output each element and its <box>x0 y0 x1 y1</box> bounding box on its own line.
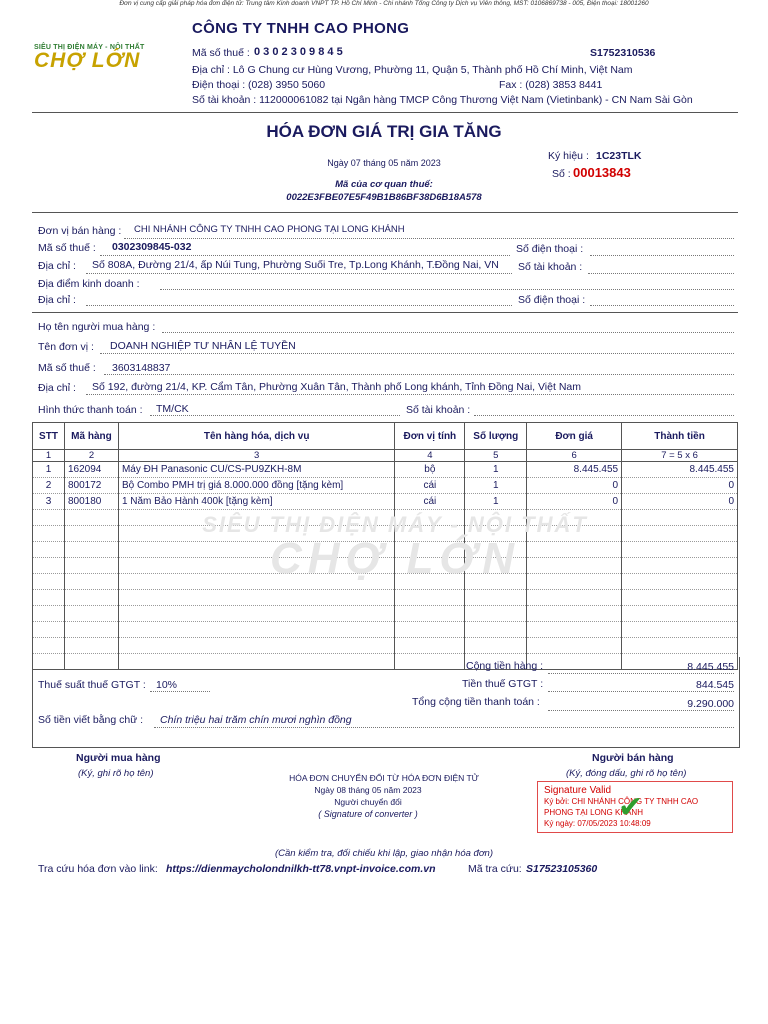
cell-stt: 2 <box>33 478 65 494</box>
buyer-unit-label: Tên đơn vị : <box>38 341 94 353</box>
cell-amount: 0 <box>622 478 738 494</box>
business-place-label: Địa điểm kinh doanh : <box>38 278 140 290</box>
invoice-date: Ngày 07 tháng 05 năm 2023 <box>327 158 441 168</box>
buyer-address: Số 192, đường 21/4, KP. Cẩm Tân, Phường Xuân Tân, Thành phố Long khánh, Tỉnh Đồng Nai, Việt Nam <box>92 381 581 393</box>
lookup-label: Tra cứu hóa đơn vào link: <box>38 863 158 875</box>
seller-tax-label: Mã số thuế : <box>38 242 96 254</box>
company-name: CÔNG TY TNHH CAO PHONG <box>192 20 410 37</box>
cell-price: 8.445.455 <box>527 462 622 478</box>
buyer-tax: 3603148837 <box>112 362 171 374</box>
buyer-account-label: Số tài khoản : <box>406 404 471 416</box>
cell-stt: 3 <box>33 494 65 510</box>
provider-notice: Đơn vị cung cấp giải pháp hóa đơn điện tử: Trung tâm Kinh doanh VNPT TP. Hồ Chí Minh - Chi nhánh Tổng Công ty Dịch vụ Viễn thông, MST: 0106869738 - 005, Điện thoại: 18001260 <box>119 0 649 7</box>
amount-words-label: Số tiền viết bằng chữ : <box>38 714 144 726</box>
check-mark-icon: ✔ <box>618 791 644 824</box>
buyer-address-label: Địa chỉ : <box>38 382 76 394</box>
tax-authority-label: Mã của cơ quan thuế: <box>335 179 433 190</box>
payment-label: Hình thức thanh toán : <box>38 404 143 416</box>
vat-rate-label: Thuế suất thuế GTGT : <box>38 679 146 691</box>
seller-address: Số 808A, Đường 21/4, ấp Núi Tung, Phường Suối Tre, Tp.Long Khánh, T.Đồng Nai, VN <box>92 259 499 271</box>
title-divider <box>32 212 738 213</box>
cell-price: 0 <box>527 478 622 494</box>
header-address: Địa chỉ : Lô G Chung cư Hùng Vương, Phường 11, Quận 5, Thành phố Hồ Chí Minh, Việt Nam <box>192 64 633 76</box>
index-cell: 3 <box>118 450 394 462</box>
header-fax: Fax : (028) 3853 8441 <box>499 79 603 91</box>
cell-code: 800180 <box>64 494 118 510</box>
signature-valid-text: Signature Valid <box>544 785 612 796</box>
cell-unit: cái <box>395 478 465 494</box>
index-cell: 6 <box>527 450 622 462</box>
seller-phone2-label: Số điện thoại : <box>518 294 586 306</box>
index-cell: 5 <box>465 450 527 462</box>
seller-divider <box>32 312 738 313</box>
tax-authority-code: 0022E3FBE07E5F49B1B86BF38D6B18A578 <box>286 192 482 203</box>
company-logo <box>34 44 186 78</box>
invoice-title: HÓA ĐƠN GIÁ TRỊ GIA TĂNG <box>266 122 502 141</box>
conversion-date: Ngày 08 tháng 05 năm 2023 <box>314 785 422 795</box>
logo-watermark <box>185 512 605 584</box>
vat-value: 844.545 <box>696 679 734 691</box>
col-code: Mã hàng <box>64 423 118 450</box>
table-row <box>33 494 738 510</box>
invoice-number: 00013843 <box>573 165 631 180</box>
lookup-code: S17523105360 <box>526 863 598 875</box>
col-price: Đơn giá <box>527 423 622 450</box>
seller-tax: 0302309845-032 <box>112 241 192 253</box>
seller-address-label: Địa chỉ : <box>38 260 76 272</box>
table-row-empty <box>33 590 738 606</box>
seller-unit: CHI NHÁNH CÔNG TY TNHH CAO PHONG TẠI LONG KHÁNH <box>134 224 405 235</box>
lookup-code-label: Mã tra cứu: <box>468 863 522 875</box>
vat-rate: 10% <box>156 679 178 691</box>
vat-label: Tiền thuế GTGT : <box>462 678 544 690</box>
cell-price: 0 <box>527 494 622 510</box>
signed-date-text: Ký ngày: 07/05/2023 10:48:09 <box>544 819 651 828</box>
conversion-title: HÓA ĐƠN CHUYỂN ĐỔI TỪ HÓA ĐƠN ĐIỆN TỬ <box>289 773 479 783</box>
index-cell: 1 <box>33 450 65 462</box>
converter-title: Người chuyển đổi <box>334 797 402 807</box>
column-index-row <box>33 450 738 462</box>
number-label: Số : <box>552 168 571 180</box>
cell-qty: 1 <box>465 462 527 478</box>
table-row-empty <box>33 622 738 638</box>
cell-amount: 0 <box>622 494 738 510</box>
cell-qty: 1 <box>465 494 527 510</box>
cell-unit: cái <box>395 494 465 510</box>
col-qty: Số lượng <box>465 423 527 450</box>
cell-name: 1 Năm Bảo Hành 400k [tặng kèm] <box>118 494 394 510</box>
header-lookup-code: S1752310536 <box>590 47 656 59</box>
table-row <box>33 462 738 478</box>
invoice-symbol: 1C23TLK <box>596 150 642 162</box>
buyer-unit: DOANH NGHIỆP TƯ NHÂN LỆ TUYỀN <box>110 340 296 352</box>
table-row-empty <box>33 606 738 622</box>
signed-by-text: Ký bởi: CHI NHÁNH CÔNG TY TNHH CAO PHONG TẠI LONG KHÁNH <box>544 797 699 817</box>
cell-name: Bộ Combo PMH trị giá 8.000.000 đồng [tặng kèm] <box>118 478 394 494</box>
header-bank: Số tài khoản : 112000061082 tại Ngân hàng TMCP Công Thương Việt Nam (Vietinbank) - CN Nam Sài Gòn <box>192 94 693 106</box>
amount-words: Chín triệu hai trăm chín mươi nghìn đồng <box>160 714 352 726</box>
header-divider <box>32 112 738 113</box>
seller-sign-title: Người bán hàng <box>592 752 674 764</box>
cell-stt: 1 <box>33 462 65 478</box>
watermark-wordmark: CHỢ LỚN <box>269 534 521 583</box>
header-phone: Điện thoại : (028) 3950 5060 <box>192 79 326 91</box>
col-amount: Thành tiền <box>622 423 738 450</box>
col-unit: Đơn vị tính <box>395 423 465 450</box>
header-tax-label: Mã số thuế : <box>192 47 250 59</box>
cell-unit: bộ <box>395 462 465 478</box>
subtotal-value: 8.445.455 <box>687 661 734 673</box>
buyer-sign-title: Người mua hàng <box>76 752 161 764</box>
buyer-sign-note: (Ký, ghi rõ họ tên) <box>78 768 154 779</box>
total-label: Tổng cộng tiền thanh toán : <box>412 696 540 708</box>
cell-qty: 1 <box>465 478 527 494</box>
logo-wordmark: CHỢ LỚN <box>34 49 141 72</box>
symbol-label: Ký hiệu : <box>548 150 589 162</box>
check-note: (Cần kiểm tra, đối chiếu khi lập, giao nhận hóa đơn) <box>274 848 494 859</box>
seller-sign-note: (Ký, đóng dấu, ghi rõ họ tên) <box>566 768 687 779</box>
seller-account-label: Số tài khoản : <box>518 261 583 273</box>
watermark-tagline: SIÊU THỊ ĐIỆN MÁY - NỘI THẤT <box>202 512 588 537</box>
index-cell: 7 = 5 x 6 <box>622 450 738 462</box>
buyer-name-label: Họ tên người mua hàng : <box>38 321 156 333</box>
seller-address2-label: Địa chỉ : <box>38 294 76 306</box>
payment-method: TM/CK <box>156 403 189 415</box>
total-value: 9.290.000 <box>687 698 734 710</box>
col-name: Tên hàng hóa, dịch vụ <box>118 423 394 450</box>
buyer-tax-label: Mã số thuế : <box>38 362 96 374</box>
table-row <box>33 478 738 494</box>
cell-name: Máy ĐH Panasonic CU/CS-PU9ZKH-8M <box>118 462 394 478</box>
table-row-empty <box>33 638 738 654</box>
seller-unit-label: Đơn vị bán hàng : <box>38 225 122 237</box>
header-tax-code: 0 3 0 2 3 0 9 8 4 5 <box>254 46 343 58</box>
converter-note: ( Signature of converter ) <box>318 809 418 819</box>
cell-amount: 8.445.455 <box>622 462 738 478</box>
subtotal-label: Cộng tiền hàng : <box>466 660 544 672</box>
seller-phone-label: Số điện thoại : <box>516 243 584 255</box>
table-header-row <box>33 423 738 450</box>
index-cell: 2 <box>64 450 118 462</box>
lookup-link[interactable]: https://dienmaycholondnilkh-tt78.vnpt-invoice.com.vn <box>166 863 436 875</box>
logo-tagline: SIÊU THỊ ĐIỆN MÁY - NỘI THẤT <box>34 44 145 51</box>
cell-code: 162094 <box>64 462 118 478</box>
cell-code: 800172 <box>64 478 118 494</box>
index-cell: 4 <box>395 450 465 462</box>
col-stt: STT <box>33 423 65 450</box>
